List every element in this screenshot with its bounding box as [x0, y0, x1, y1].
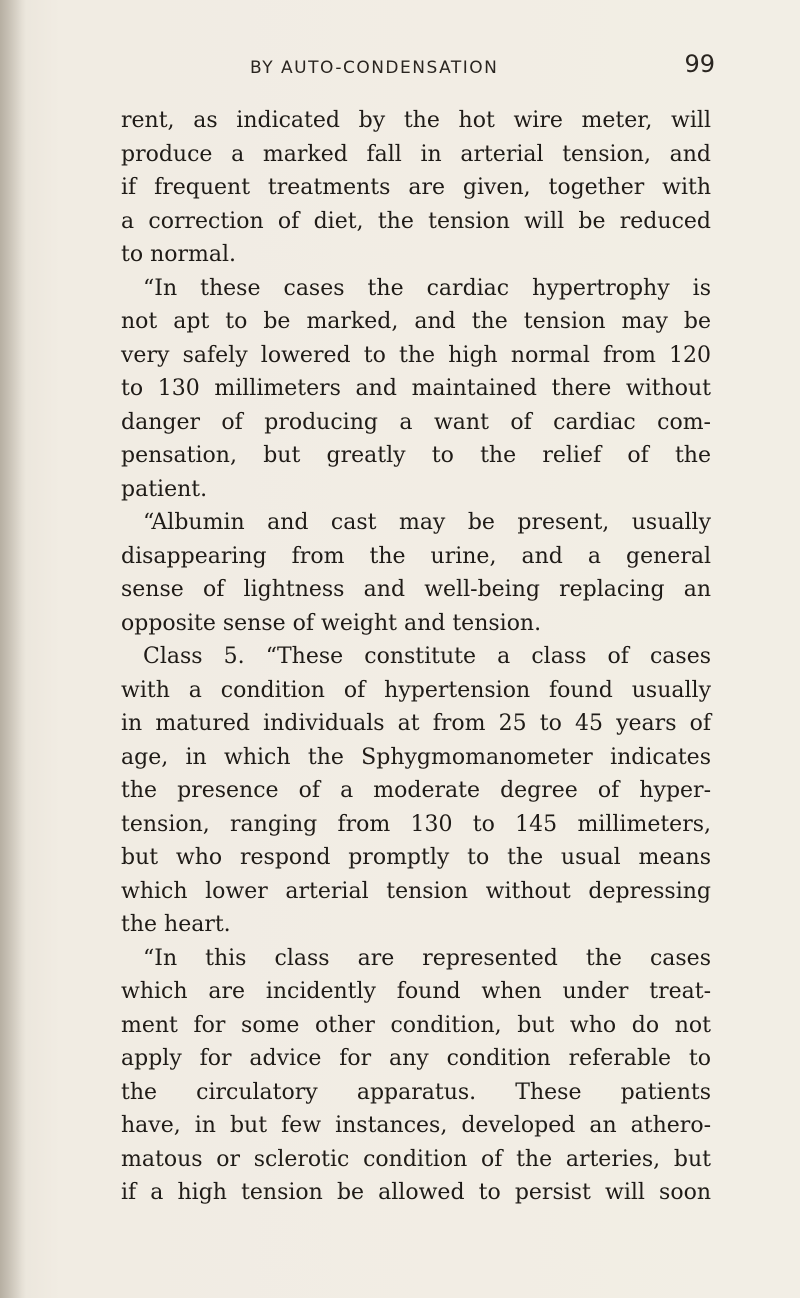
text-line: to normal.: [121, 242, 237, 267]
text-line: to 130 millimeters and maintained there without: [121, 376, 711, 401]
text-line: if frequent treatments are given, together with: [121, 175, 711, 200]
text-line: “Albumin and cast may be present, usually: [143, 510, 711, 535]
text-line: a correction of diet, the tension will be reduced: [121, 208, 711, 234]
text-line: with a condition of hypertension found usually: [121, 677, 711, 703]
text-line: danger of producing a want of cardiac com-: [121, 409, 711, 435]
page-number: 99: [684, 50, 715, 78]
text-line: patient.: [121, 476, 208, 502]
text-line: opposite sense of weight and tension.: [121, 610, 542, 636]
text-line: Class 5. “These constitute a class of cases: [143, 644, 711, 669]
text-line: very safely lowered to the high normal from 120: [121, 342, 711, 368]
spine-shadow: [0, 0, 26, 1298]
text-line: tension, ranging from 130 to 145 millimeters,: [121, 811, 711, 837]
body-text: [121, 104, 711, 1210]
text-line: not apt to be marked, and the tension may be: [121, 309, 711, 334]
text-line: the heart.: [121, 912, 231, 937]
text-line: produce a marked fall in arterial tension, and: [121, 141, 711, 167]
text-line: “In this class are represented the cases: [143, 945, 711, 971]
text-line: have, in but few instances, developed an athero-: [121, 1113, 711, 1138]
text-line: the presence of a moderate degree of hyper-: [121, 778, 711, 803]
text-line: but who respond promptly to the usual means: [121, 845, 711, 870]
text-line: pensation, but greatly to the relief of the: [121, 443, 711, 468]
text-line: in matured individuals at from 25 to 45 years of: [121, 711, 711, 736]
text-line: which lower arterial tension without depressing: [121, 878, 711, 904]
text-line: rent, as indicated by the hot wire meter, will: [121, 108, 711, 133]
text-line: disappearing from the urine, and a general: [121, 543, 711, 569]
text-line: age, in which the Sphygmomanometer indicates: [121, 744, 711, 770]
text-line: sense of lightness and well-being replacing an: [121, 577, 711, 602]
text-line: apply for advice for any condition referable to: [121, 1046, 711, 1071]
running-head: BY AUTO-CONDENSATION: [250, 58, 499, 78]
text-line: ment for some other condition, but who do not: [121, 1012, 711, 1038]
text-line: “In these cases the cardiac hypertrophy is: [143, 275, 711, 301]
text-line: if a high tension be allowed to persist will soon: [121, 1180, 711, 1205]
text-line: the circulatory apparatus. These patients: [121, 1079, 711, 1105]
text-line: matous or sclerotic condition of the arteries, but: [121, 1146, 711, 1172]
text-line: which are incidently found when under treat-: [121, 979, 711, 1004]
